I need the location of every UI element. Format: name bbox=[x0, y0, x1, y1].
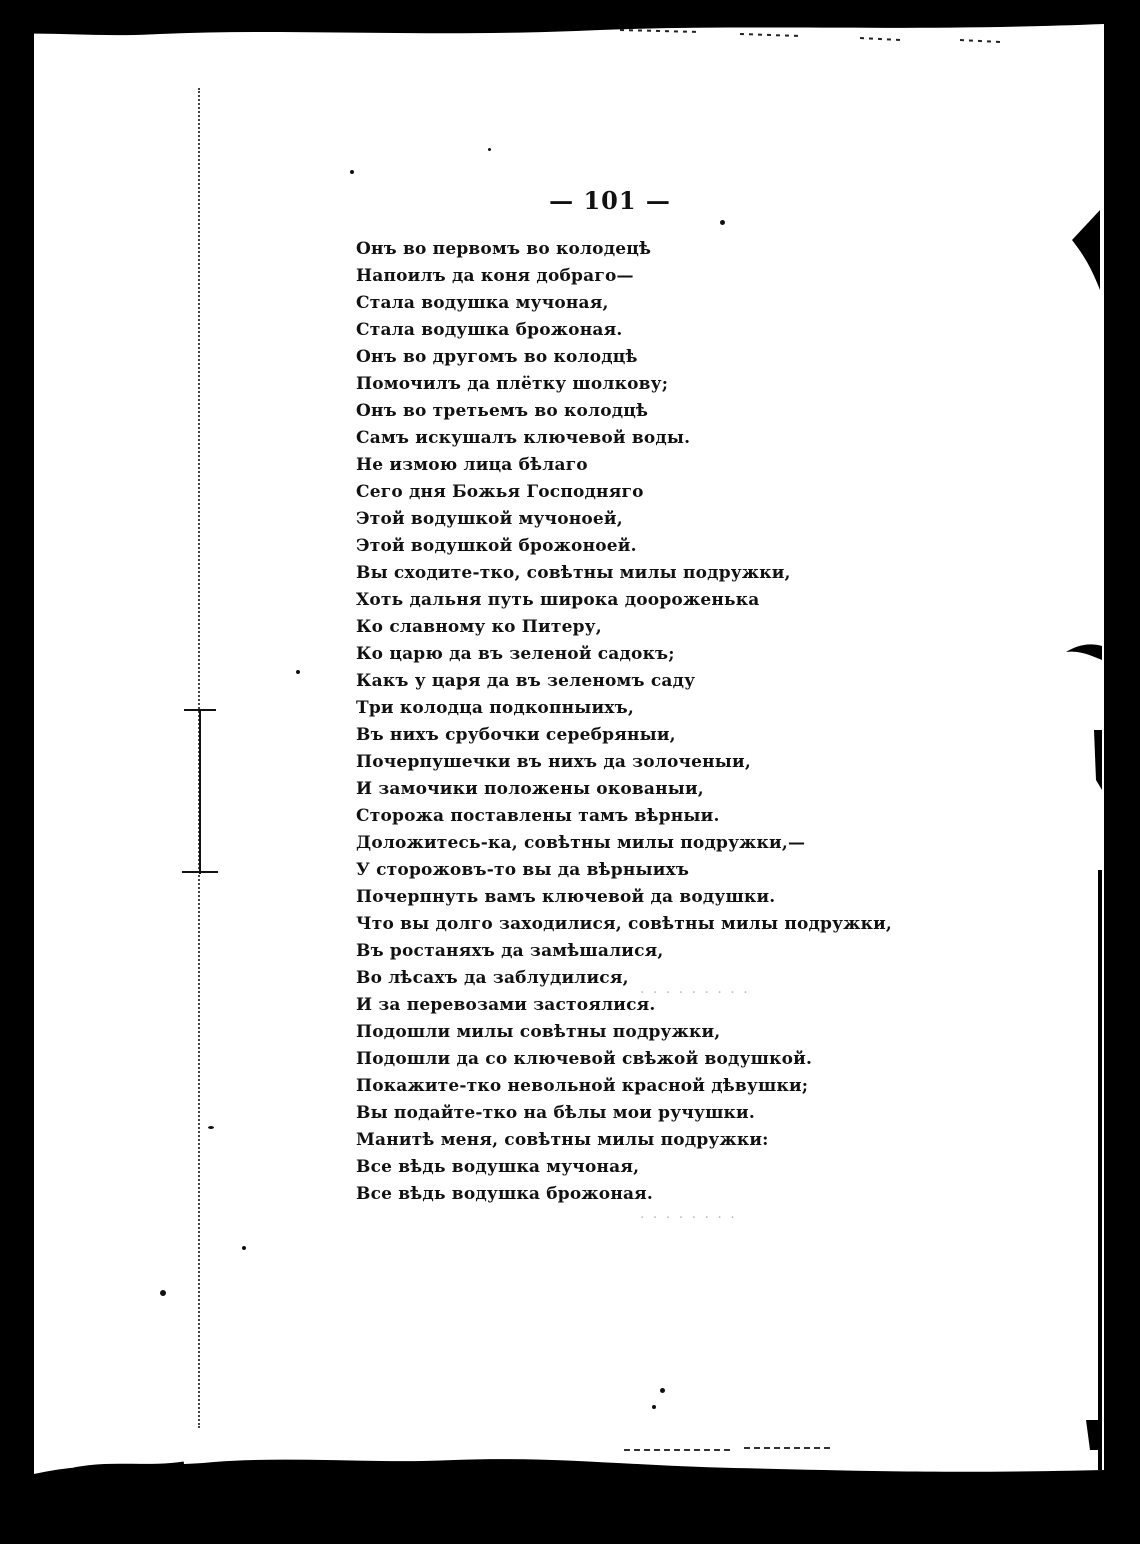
poem-line: Сего дня Божья Господняго bbox=[356, 482, 644, 502]
print-speck bbox=[296, 670, 300, 674]
poem-line: Не измою лица бѣлаго bbox=[356, 455, 588, 475]
print-speck bbox=[660, 1388, 665, 1393]
print-speck bbox=[242, 1246, 246, 1250]
poem-line: Въ нихъ срубочки серебряныи, bbox=[356, 725, 676, 745]
poem-line: Стала водушка брожоная. bbox=[356, 320, 623, 340]
poem-line: Какъ у царя да въ зеленомъ саду bbox=[356, 671, 696, 691]
poem-line: Почерпушечки въ нихъ да золоченыи, bbox=[356, 752, 751, 772]
poem-line: Подошли милы совѣтны подружки, bbox=[356, 1022, 721, 1042]
poem-line: Покажите-тко невольной красной дѣвушки; bbox=[356, 1076, 809, 1096]
poem-text bbox=[356, 236, 893, 1208]
print-speck bbox=[350, 170, 354, 174]
scan-left-border bbox=[0, 0, 34, 1544]
poem-line: У сторожовъ-то вы да вѣрныихъ bbox=[356, 860, 690, 880]
poem-line: Ко царю да въ зеленой садокъ; bbox=[356, 644, 675, 664]
poem-line: Этой водушкой мучоноей, bbox=[356, 509, 623, 529]
poem-line: Вы подайте-тко на бѣлы мои ручушки. bbox=[356, 1103, 755, 1123]
page-number: — 101 — bbox=[549, 186, 671, 215]
poem-line: И замочики положены окованыи, bbox=[356, 779, 704, 799]
poem-line: Стала водушка мучоная, bbox=[356, 293, 609, 313]
scan-right-border bbox=[1102, 0, 1140, 1544]
poem-line: Напоилъ да коня добраго— bbox=[356, 266, 634, 286]
poem-line: Онъ во другомъ во колодцѣ bbox=[356, 347, 638, 367]
poem-line: Этой водушкой брожоноей. bbox=[356, 536, 637, 556]
poem-line: Доложитесь-ка, совѣтны милы подружки,— bbox=[356, 833, 806, 853]
poem-line: И за перевозами застоялися. bbox=[356, 995, 656, 1015]
print-speck bbox=[652, 1405, 656, 1409]
poem-line: Подошли да со ключевой свѣжой водушкой. bbox=[356, 1049, 813, 1069]
poem-line: Помочилъ да плётку шолкову; bbox=[356, 374, 669, 394]
poem-line: Во лѣсахъ да заблудилися, bbox=[356, 968, 629, 988]
poem-line: Онъ во третьемъ во колодцѣ bbox=[356, 401, 649, 421]
print-speck bbox=[720, 220, 725, 225]
print-speck bbox=[488, 148, 491, 151]
poem-line: Хоть дальня путь широка доороженька bbox=[356, 590, 760, 610]
poem-line: Что вы долго заходилися, совѣтны милы подружки, bbox=[356, 914, 893, 934]
margin-bracket-mark bbox=[180, 708, 220, 876]
bleed-through-mark: · · · · · · · · bbox=[640, 1210, 737, 1226]
poem-line: Все вѣдь водушка мучоная, bbox=[356, 1157, 640, 1177]
right-edge-damage bbox=[1062, 90, 1102, 1470]
poem-line: Все вѣдь водушка брожоная. bbox=[356, 1184, 654, 1204]
print-speck bbox=[208, 1126, 214, 1129]
poem-line: Манитѣ меня, совѣтны милы подружки: bbox=[356, 1130, 769, 1150]
poem-line: Вы сходите-тко, совѣтны милы подружки, bbox=[356, 563, 791, 583]
poem-line: Почерпнуть вамъ ключевой да водушки. bbox=[356, 887, 776, 907]
poem-line: Самъ искушалъ ключевой воды. bbox=[356, 428, 691, 448]
poem-line: Въ ростаняхъ да замѣшалися, bbox=[356, 941, 664, 961]
print-speck bbox=[160, 1290, 166, 1296]
scan-top-border bbox=[0, 0, 1104, 18]
poem-line: Ко славному ко Питеру, bbox=[356, 617, 602, 637]
poem-line: Онъ во первомъ во колодецѣ bbox=[356, 239, 652, 259]
poem-line: Сторожа поставлены тамъ вѣрныи. bbox=[356, 806, 720, 826]
bleed-through-mark: · · · · · · · · · bbox=[640, 985, 750, 1001]
top-torn-edge bbox=[0, 18, 1104, 48]
bottom-torn-edge bbox=[34, 1440, 1104, 1510]
poem-line: Три колодца подкопныихъ, bbox=[356, 698, 634, 718]
